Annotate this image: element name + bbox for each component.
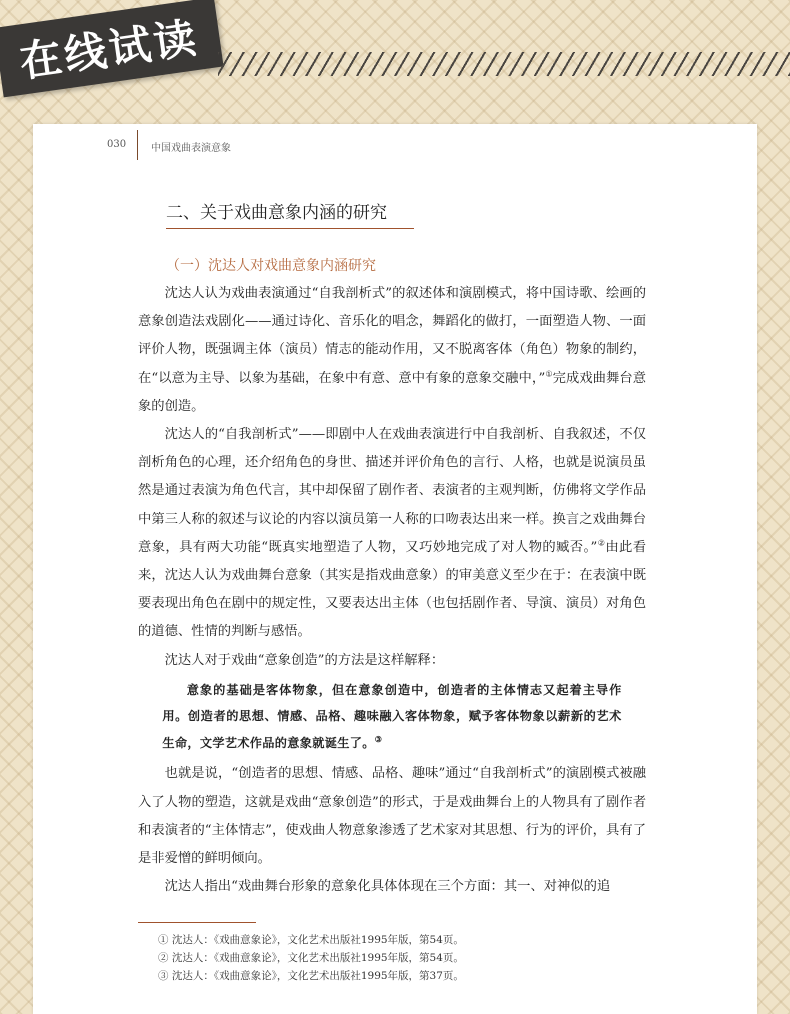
block-quote: 意象的基础是客体物象，但在意象创造中，创造者的主体情志又起着主导作用。创造者的思想、情感、品格、趣味融入客体物象，赋予客体物象以薪新的艺术生命，文学艺术作品的意象就诞生了。③ xyxy=(162,682,622,750)
paragraph: 沈达人认为戏曲表演通过“自我剖析式”的叙述体和演剧模式，将中国诗歌、绘画的意象创造法戏剧化——通过诗化、音乐化的唱念，舞蹈化的做打，一面塑造人物、一面评价人物，既强调主体（演员）情志的能动作用，又不脱离客体（角色）物象的制约，在“以意为主导、以象为基础，在象中有意、意中有象的意象交融中，”①完成戏曲舞台意象的创造。 xyxy=(138,286,647,414)
decorative-stripes xyxy=(218,52,790,76)
header-divider xyxy=(137,130,138,160)
running-title: 中国戏曲表演意象 xyxy=(151,143,231,154)
footnotes xyxy=(158,931,464,985)
paragraph: 沈达人的“自我剖析式”——即剧中人在戏曲表演进行中自我剖析、自我叙述，不仅剖析角色的心理，还介绍角色的身世、描述并评价角色的言行、人格，也就是说演员虽然是通过表演为角色代言，其中却保留了剧作者、表演者的主观判断，仿佛将文学作品中第三人称的叙述与议论的内容以演员第一人称的口吻表达出来一样。换言之戏曲舞台意象，具有两大功能“既真实地塑造了人物，又巧妙地完成了对人物的臧否。”②由此看来，沈达人认为戏曲舞台意象（其实是指戏曲意象）的审美意义至少在于：在表演中既要表现出角色在剧中的规定性，又要表达出主体（也包括剧作者、导演、演员）对角色的道德、性情的判断与感悟。 xyxy=(138,427,647,640)
footnote-ref[interactable]: ② xyxy=(597,538,606,548)
read-online-banner xyxy=(0,0,224,97)
paragraph: 也就是说，“创造者的思想、情感、品格、趣味”通过“自我剖析式”的演剧模式被融入了人物的塑造，这就是戏曲“意象创造”的形式，于是戏曲舞台上的人物具有了剧作者和表演者的“主体情志”，使戏曲人物意象渗透了艺术家对其思想、行为的评价，具有了是非爱憎的鲜明倾向。 xyxy=(138,766,646,866)
footnote: ③ 沈达人：《戏曲意象论》，文化艺术出版社1995年版，第37页。 xyxy=(158,970,464,982)
section-subtitle: （一）沈达人对戏曲意象内涵研究 xyxy=(166,258,376,274)
paragraph: 沈达人对于戏曲“意象创造”的方法是这样解释： xyxy=(164,652,445,668)
page-number: 030 xyxy=(107,139,127,150)
footnote-ref[interactable]: ① xyxy=(545,369,553,379)
body-text xyxy=(138,280,646,901)
section-title-underline xyxy=(166,228,414,229)
footnote-ref[interactable]: ③ xyxy=(374,733,383,744)
footnote: ① 沈达人：《戏曲意象论》，文化艺术出版社1995年版，第54页。 xyxy=(158,934,464,946)
footnote: ② 沈达人：《戏曲意象论》，文化艺术出版社1995年版，第54页。 xyxy=(158,952,464,964)
footnote-divider xyxy=(138,922,256,923)
paragraph: 沈达人指出“戏曲舞台形象的意象化具体体现在三个方面：其一、对神似的追 xyxy=(164,879,611,895)
banner-label: 在线试读 xyxy=(16,12,202,87)
book-page xyxy=(33,124,757,1014)
section-title: 二、关于戏曲意象内涵的研究 xyxy=(166,203,387,223)
